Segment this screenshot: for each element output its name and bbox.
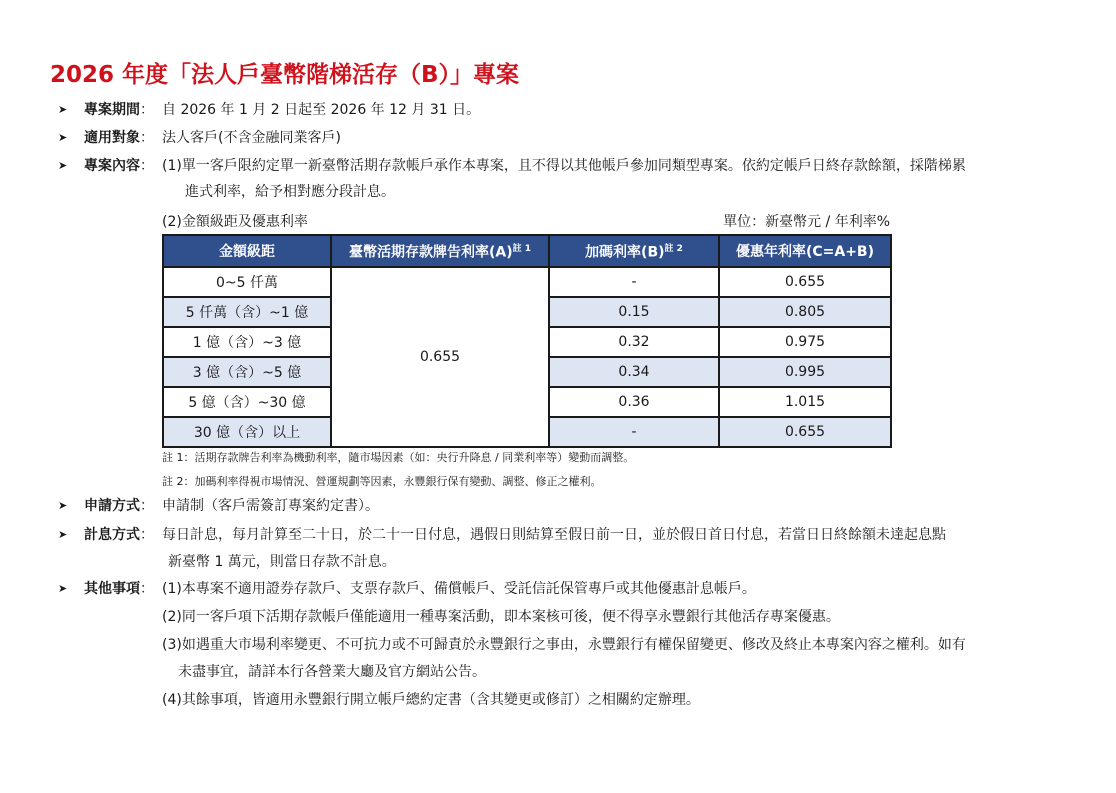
header-tier: 金額級距 <box>163 235 331 267</box>
tier-cell: 30 億（含）以上 <box>163 417 331 447</box>
other-label: 其他事項 <box>84 581 140 597</box>
arrowhead-bullet-icon: ➤ <box>58 582 68 595</box>
other-item3-line1: (3)如遇重大市場利率變更、不可抗力或不可歸責於永豐銀行之事由，永豐銀行有權保留變更、修改及終止本專案內容之權利。如有 <box>162 637 966 653</box>
header-add-rate: 加碼利率$(B)^{註 2}$ <box>549 235 719 267</box>
pref-rate-cell: 0.655 <box>719 417 891 447</box>
apply-text: 申請制（客戶需簽訂專案約定書）。 <box>162 498 379 514</box>
interest-label: 計息方式 <box>84 527 140 543</box>
other-item3-line2: 未盡事宜，請詳本行各營業大廳及官方網站公告。 <box>178 664 486 680</box>
unit-label: 單位：新臺幣元 / 年利率% <box>723 214 890 230</box>
target-text: 法人客戶(不含金融同業客戶) <box>162 130 341 146</box>
add-rate-cell: 0.36 <box>549 387 719 417</box>
add-rate-cell: 0.34 <box>549 357 719 387</box>
interest-line1: 每日計息，每月計算至二十日，於二十一日付息，遇假日則結算至假日前一日，並於假日首日付息，若當日日終餘額未達起息點 <box>162 527 946 543</box>
add-note-marker: 註 2 <box>664 243 683 254</box>
pref-rate-cell: 0.805 <box>719 297 891 327</box>
tier-cell: 0~5 仟萬 <box>163 267 331 297</box>
tier-cell: 5 仟萬（含）~1 億 <box>163 297 331 327</box>
period-label: 專案期間 <box>84 102 140 118</box>
arrowhead-bullet-icon: ➤ <box>58 499 68 512</box>
arrowhead-bullet-icon: ➤ <box>58 159 68 172</box>
tier-cell: 1 億（含）~3 億 <box>163 327 331 357</box>
content-item1-line2: 進式利率，給予相對應分段計息。 <box>185 184 395 200</box>
page-title: 2026 年度「法人戶臺幣階梯活存（B）」專案 <box>50 62 520 88</box>
add-rate-cell: - <box>549 267 719 297</box>
content-item1-line1: (1)單一客戶限約定單一新臺幣活期存款帳戶承作本專案，且不得以其他帳戶參加同類型專案。依約定帳戶日終存款餘額，採階梯累 <box>162 158 966 174</box>
pref-rate-cell: 0.655 <box>719 267 891 297</box>
content-label: 專案內容 <box>84 158 140 174</box>
footnote-1: 註 1：活期存款牌告利率為機動利率，隨市場因素（如：央行升降息 / 同業利率等）變動而調整。 <box>162 451 635 464</box>
pref-rate-cell: 0.975 <box>719 327 891 357</box>
rate-table-header <box>163 235 891 267</box>
apply-label: 申請方式 <box>84 498 140 514</box>
tier-cell: 3 億（含）~5 億 <box>163 357 331 387</box>
period-text: 自 2026 年 1 月 2 日起至 2026 年 12 月 31 日。 <box>162 102 481 118</box>
footnote-2: 註 2：加碼利率得視市場情況、營運規劃等因素，永豐銀行保有變動、調整、修正之權利。 <box>162 475 602 488</box>
target-label: 適用對象 <box>84 130 140 146</box>
base-rate-cell: 0.655 <box>331 267 549 447</box>
rate-table <box>162 234 892 448</box>
table-row <box>163 267 891 297</box>
add-rate-cell: - <box>549 417 719 447</box>
add-rate-cell: 0.15 <box>549 297 719 327</box>
other-item1: (1)本專案不適用證券存款戶、支票存款戶、備償帳戶、受託信託保管專戶或其他優惠計息帳戶。 <box>162 581 756 597</box>
pref-rate-cell: 0.995 <box>719 357 891 387</box>
arrowhead-bullet-icon: ➤ <box>58 131 68 144</box>
other-item4: (4)其餘事項，皆適用永豐銀行開立帳戶總約定書（含其變更或修訂）之相關約定辦理。 <box>162 692 700 708</box>
header-base-rate: 臺幣活期存款牌告利率$(A)^{註 1}$ <box>331 235 549 267</box>
add-rate-cell: 0.32 <box>549 327 719 357</box>
interest-line2: 新臺幣 1 萬元，則當日存款不計息。 <box>168 554 396 570</box>
header-pref-rate: 優惠年利率(C=A+B) <box>719 235 891 267</box>
arrowhead-bullet-icon: ➤ <box>58 528 68 541</box>
arrowhead-bullet-icon: ➤ <box>58 103 68 116</box>
pref-rate-cell: 1.015 <box>719 387 891 417</box>
tier-cell: 5 億（含）~30 億 <box>163 387 331 417</box>
base-note-marker: 註 1 <box>512 243 532 254</box>
other-item2: (2)同一客戶項下活期存款帳戶僅能適用一種專案活動，即本案核可後，便不得享永豐銀行其他活存專案優惠。 <box>162 609 840 625</box>
rate-table-caption: (2)金額級距及優惠利率 <box>162 214 308 230</box>
